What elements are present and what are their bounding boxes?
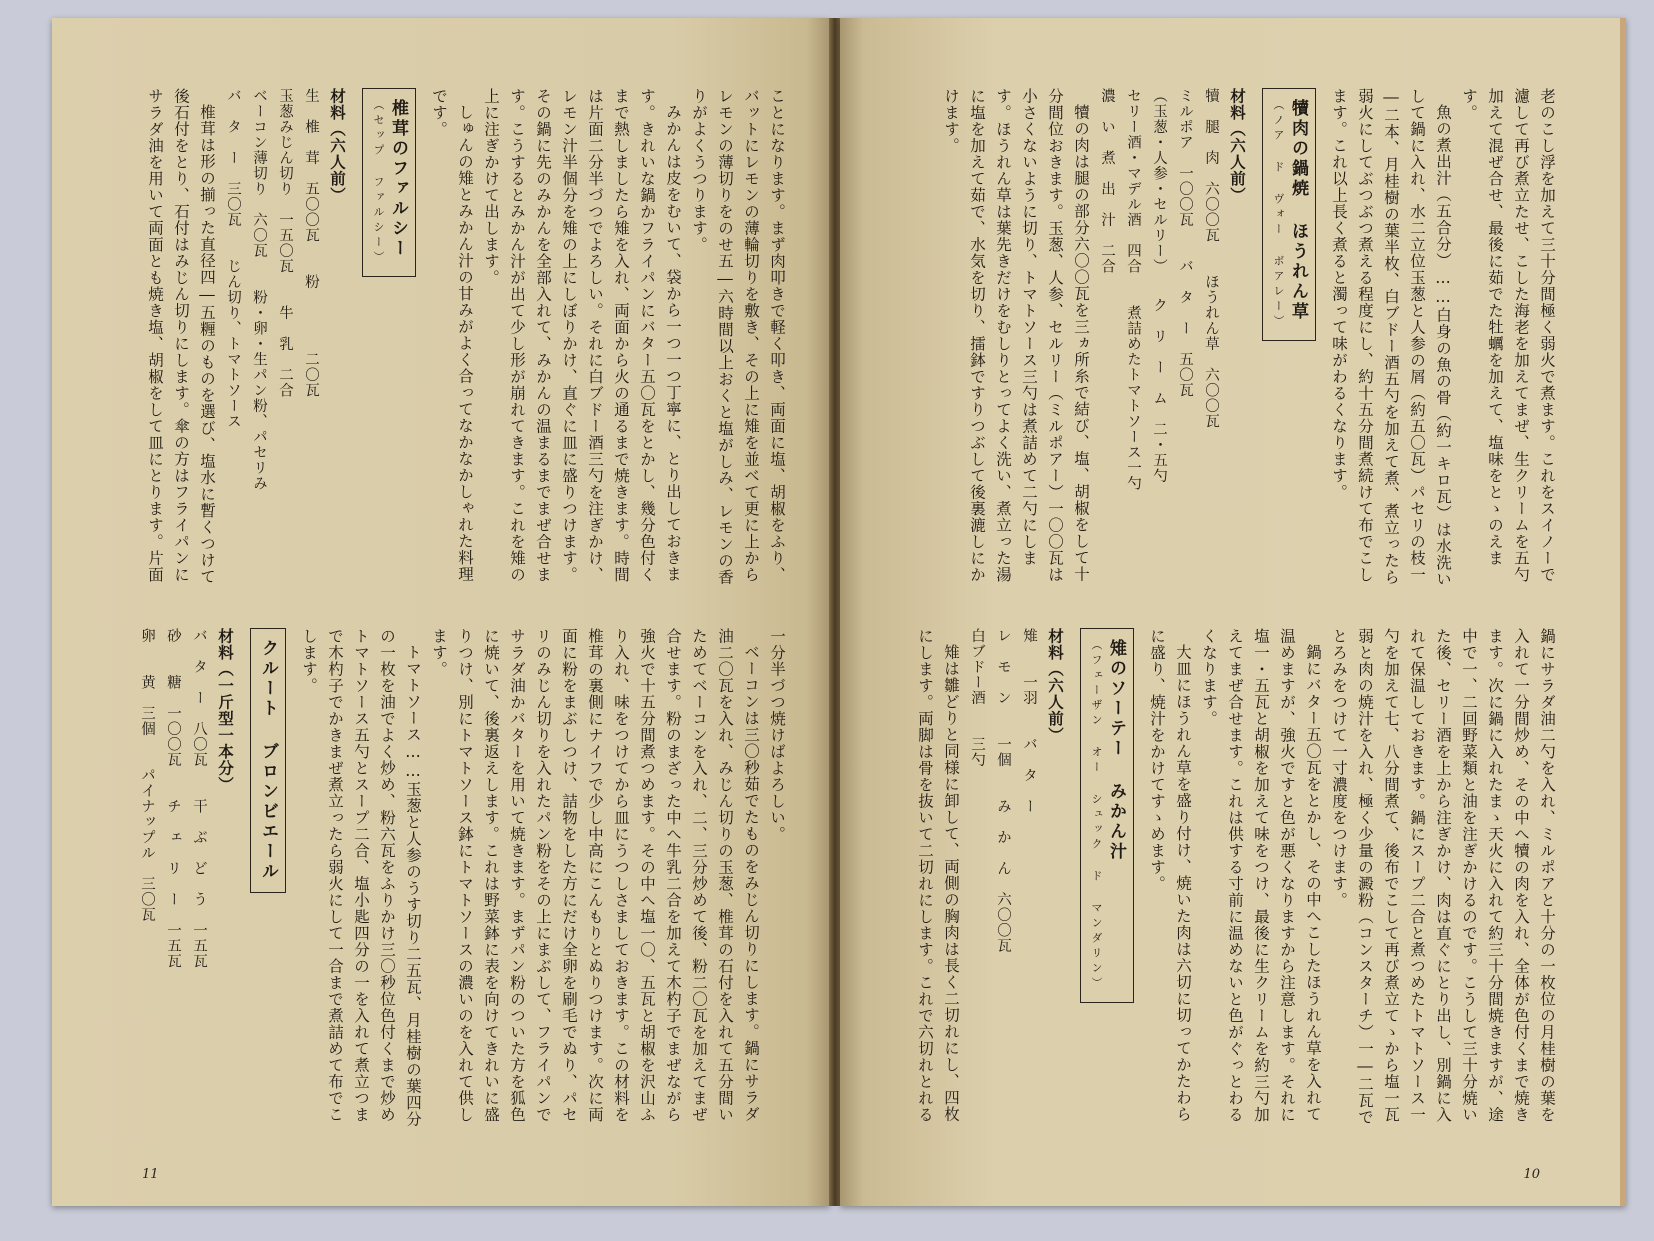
ingredient-line: 玉葱みじん切り 一五〇瓦 牛 乳 二合 — [277, 88, 293, 398]
recipe-title: クルート ブロンビエール — [258, 639, 278, 882]
continuation-text: 老のこし浮を加えて三十分間極く弱火で煮ます。これをスイノーで濾して再び煮立たせ、こした海老を加えてまぜ、生クリームを五勺加えて混ぜ合せ、最後に茹でた牡蠣を加えて、塩味をとゝのえます。 — [1460, 88, 1556, 583]
left-top-column — [90, 88, 790, 588]
right-top-column — [880, 88, 1560, 588]
ingredient-line: 生 椎 茸 五〇〇瓦 粉 二〇瓦 — [303, 88, 319, 398]
continuation-text: ことになります。まず肉叩きで軽く叩き、両面に塩、胡椒をふり、バットにレモンの薄輪切りを敷き、その上に雉を並べて更に上からレモンの薄切りをのせ五―六時間以上おくと塩がしみ、レモンの香りがよくうつります。 — [690, 88, 786, 586]
continuation-text: 鍋にサラダ油二勺を入れ、ミルポアと十分の一枚位の月桂樹の葉を入れて一分間炒め、その中へ犢の肉を入れ、全体が色付くまで焼きます。次に鍋に入れたまゝ天火に入れて約三十分間焼きますが、途中で一、二回野菜類と油を注ぎかけるのです。こうして三十分焼いた後、セリー酒を上から注ぎかけ、肉は直ぐにとり出し、別鍋に入れて保温しておきます。鍋にスープ二合と煮つめたトマトソース一勺を加えて七、八分間煮て、後布でこして再び煮立てゝから塩一瓦弱と肉の焼汁を入れ、極く少量の澱粉（コンスターチ）一―二瓦でとろみをつけて一寸濃度をつけます。 — [1330, 628, 1556, 1126]
recipe-title-box — [1080, 628, 1134, 1003]
paragraph: 鍋にバター五〇瓦をとかし、その中へこしたほうれん草を入れて温めますが、強火ですと色が悪くなりますから注意します。それに塩一・五瓦と胡椒を加えて味をつけ、最後に生クリームを約三勺加えてまぜ合せます。これは供する寸前に温めないと色がぐっとわるくなります。 — [1200, 628, 1322, 1123]
recipe-title-box — [362, 88, 416, 277]
ingredient-line: バ タ ー 三〇瓦 じん切り、トマトソース — [225, 88, 241, 429]
ingredient-line: ベーコン薄切り 六〇瓦 粉・卵・生パン粉、パセリみ — [251, 88, 267, 491]
ingredient-line: 白ブドー酒 三勺 — [969, 628, 985, 768]
left-page — [52, 18, 830, 1206]
ingredients-heading: 材料（六人前） — [328, 88, 347, 204]
paragraph: 魚の煮出汁（五合分）……白身の魚の骨（約一キロ瓦）は水洗いして鍋に入れ、水二立位玉葱と人参の屑（約五〇瓦）パセリの枝一―二本、月桂樹の葉半枚、白ブドー酒五勺を加えて煮、煮立ったら弱火にしてぶつぶつ煮える程度にし、約十五分間煮続けて布でこします。これ以上長く煮ると濁って味がわるくなります。 — [1330, 88, 1452, 587]
page-number: 10 — [1523, 1167, 1540, 1182]
ingredient-line: 雉 一羽 バ タ ー — [1021, 628, 1037, 814]
right-page — [840, 18, 1626, 1206]
open-book — [50, 18, 1630, 1218]
page-number: 11 — [142, 1167, 159, 1182]
ingredient-line: （玉葱・人参・セルリー） ク リ ー ム 二・五勺 — [1151, 88, 1167, 484]
recipe-ruby: （ノア ド ヴォー ボアレー） — [1272, 99, 1285, 330]
ingredient-line: バ タ ー 八〇瓦 干 ぶ ど う 一五瓦 — [191, 628, 207, 969]
recipe-title-box — [1262, 88, 1316, 341]
recipe-title: 犢肉の鍋焼 ほうれん草 — [1288, 99, 1308, 322]
ingredients-heading: 材料（一斤型一本分） — [216, 628, 235, 793]
paragraph: 犢の肉は腿の部分六〇〇瓦を三ヵ所糸で結び、塩、胡椒をして十分間位おきます。玉葱、人参、セルリー（ミルポアー）一〇〇瓦は小さくないように切り、トマトソース三勺は煮詰めて二勺にします。ほうれん草は葉先きだけをむしりとってよく洗い、煮立った湯に塩を加えて茹で、水気を切り、擂鉢ですりつぶして後裏漉しにかけます。 — [942, 88, 1090, 583]
recipe-ruby: （セップ ファルシー） — [372, 99, 385, 266]
paragraph: しゅんの雉とみかん汁の甘みがよく合ってなかなかしゃれた料理です。 — [430, 88, 474, 582]
paragraph: 雉は雛どりと同様に卸して、両側の胸肉は長く二切れにし、四枚にします。両脚は骨を抜いて二切れにします。これで六切れとれる — [916, 628, 960, 1123]
ingredient-line: 濃 い 煮 出 汁 二合 — [1099, 88, 1115, 274]
ingredient-line: セリー酒・マデル酒 四合 煮詰めたトマトソース一勺 — [1125, 88, 1141, 491]
recipe-title: 雉のソーテー みかん汁 — [1106, 639, 1126, 862]
recipe-title: 椎茸のファルシー — [388, 99, 408, 259]
paragraph: みかんは皮をむいて、袋から一つ一つ丁寧に、とり出しておきます。きれいな鍋かフライパンにバター五〇瓦をとかし、幾分色付くまで熱しましたら雉を入れ、両面から火の通るまで焼きます。時間は片面二分半づつでよろしい。それに白ブドー酒三勺を注ぎかけ、レモン汁半個分を雉の上にしぼりかけ、直ぐに皿に盛りつけます。その鍋に先のみかんを全部入れて、みかんの温まるまでまぜ合せます。こうするとみかん汁が出て少し形が崩れてきます。これを雉の上に注ぎかけて出します。 — [482, 88, 682, 583]
ingredient-line: 砂 糖 一〇〇瓦 チ ェ リ ー 一五瓦 — [165, 628, 181, 969]
recipe-ruby: （フェーザン オー シュック ド マンダリン） — [1090, 639, 1103, 992]
ingredient-line: レ モ ン 一個 み か ん 六〇〇瓦 — [995, 628, 1011, 954]
ingredient-line: 犢 腿 肉 六〇〇瓦 ほうれん草 六〇〇瓦 — [1203, 88, 1219, 429]
paragraph: トマトソース……玉葱と人参のうす切り二五瓦、月桂樹の葉四分の一枚を油でよく炒め、粉六瓦をふりかけ三〇秒位色付くまで炒めトマトソース五勺とスープ二合、塩小匙四分の一を入れて煮立つまで木杓子でかきまぜ煮立ったら弱火にして一合まで煮詰めて布でこします。 — [300, 628, 422, 1127]
paragraph: 大皿にほうれん草を盛り付け、焼いた肉は六切に切ってかたわらに盛り、焼汁をかけてすゝめます。 — [1148, 628, 1192, 1122]
recipe-title-box — [250, 628, 286, 893]
ingredients-heading: 材料（六人前） — [1228, 88, 1247, 204]
paragraph: ベーコンは三〇秒茹でたものをみじん切りにします。鍋にサラダ油二〇瓦を入れ、みじん切りの玉葱、椎茸の石付を入れて五分間いためてベーコンを入れ、二、三分炒めて後、粉二〇瓦を加えてまぜ合せます。粉のまざった中へ牛乳二合を加えて木杓子でまぜながら強火で十五分間煮つめます。その中へ塩一〇、五瓦と胡椒を沢山ふり入れ、味をつけてから皿にうつしさましておきます。この材料を椎茸の裏側にナイフで少し中高にこんもりとぬりつけます。次に両面に粉をまぶしつけ、詰物をした方にだけ全卵を刷毛でぬり、パセリのみじん切りを入れたパン粉をその上にまぶして、フライパンでサラダ油かバターを用いて焼きます。まずパン粉のついた方を狐色に焼いて、後裏返えします。これは野菜鉢に表を向けてきれいに盛りつけ、別にトマトソース鉢にトマトソースの濃いのを入れて供します。 — [430, 628, 760, 1123]
ingredient-line: ミルポア 一〇〇瓦 バ タ ー 五〇瓦 — [1177, 88, 1193, 398]
ingredient-line: 卵 黄 三個 パイナップル 三〇瓦 — [139, 628, 155, 923]
continuation-text: 一分半づつ焼けばよろしい。 — [768, 628, 786, 843]
right-bottom-column — [880, 628, 1560, 1138]
paragraph: 椎茸は形の揃った直径四―五糎のものを選び、塩水に暫くつけて後石付をとり、石付はみじん切りにします。傘の方はフライパンにサラダ油を用いて両面とも焼き塩、胡椒をして皿にとります。片面 — [146, 88, 216, 585]
ingredients-heading: 材料（六人前） — [1046, 628, 1065, 744]
left-bottom-column — [90, 628, 790, 1138]
